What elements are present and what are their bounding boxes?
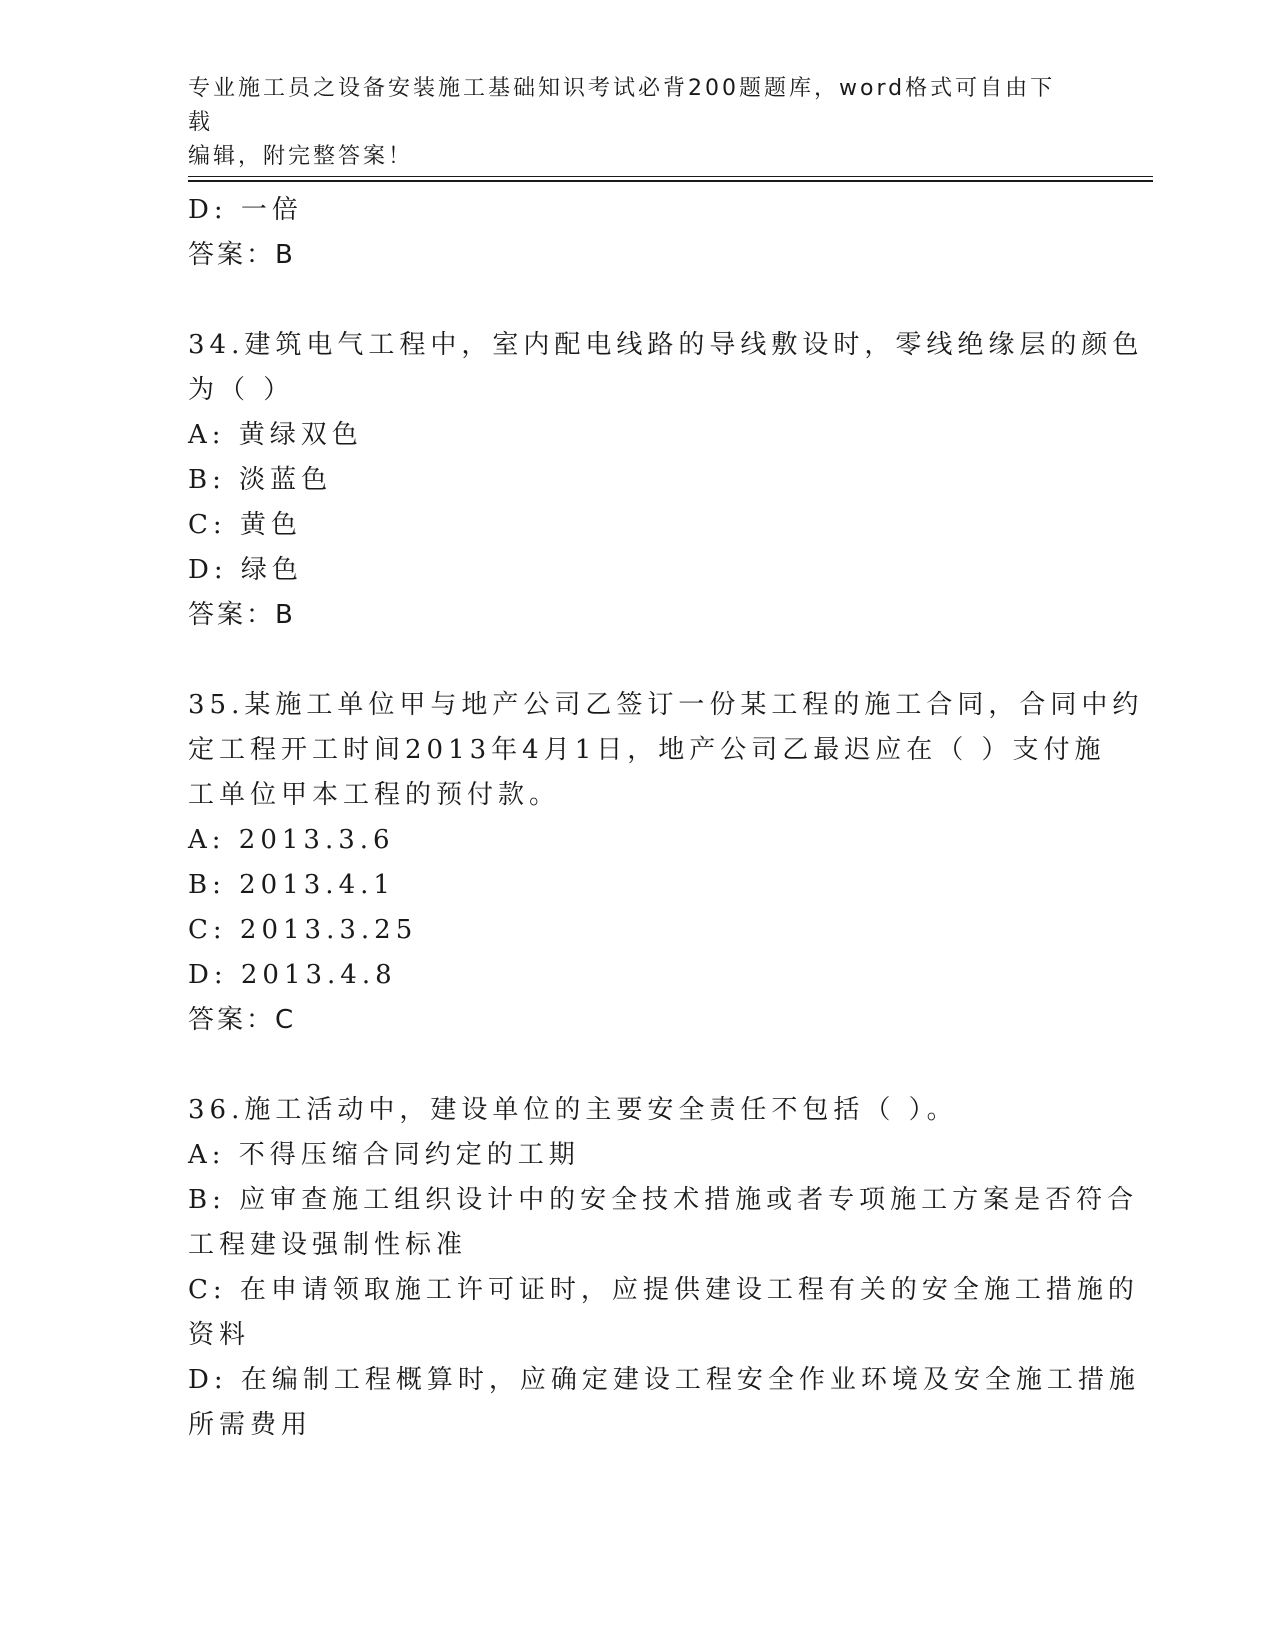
spacer [188, 1043, 1088, 1088]
q35-answer: 答案：C [188, 1005, 297, 1035]
q35-option-c: C: 2013.3.25 [188, 915, 418, 945]
q35-option-d: D: 2013.4.8 [188, 960, 397, 990]
q34-option-d: D: 绿色 [188, 555, 303, 585]
q34-text-line-2: 为（ ） [188, 375, 295, 405]
q35-text-line-2: 定工程开工时间2013年4月1日，地产公司乙最迟应在（ ）支付施 [188, 735, 1106, 765]
q35-option-b: B: 2013.4.1 [188, 870, 395, 900]
spacer [188, 638, 1088, 683]
header-divider-thin [188, 176, 1153, 177]
q36-option-c-line-2: 资料 [188, 1320, 251, 1350]
prev-option-d: D: 一倍 [188, 195, 303, 225]
header-line-1: 专业施工员之设备安装施工基础知识考试必背200题题库，word格式可自由下载 [188, 76, 1056, 135]
q36-option-d-line-2: 所需费用 [188, 1410, 313, 1440]
q36-text-line-1: 36.施工活动中，建设单位的主要安全责任不包括（ ）。 [188, 1095, 958, 1125]
q36-option-b-line-1: B: 应审查施工组织设计中的安全技术措施或者专项施工方案是否符合 [188, 1185, 1139, 1215]
q35-text-line-1: 35.某施工单位甲与地产公司乙签订一份某工程的施工合同，合同中约 [188, 690, 1144, 720]
q35-text-line-3: 工单位甲本工程的预付款。 [188, 780, 561, 810]
q36-option-d-line-1: D: 在编制工程概算时，应确定建设工程安全作业环境及安全施工措施 [188, 1365, 1140, 1395]
q34-option-c: C: 黄色 [188, 510, 302, 540]
q36-option-b-line-2: 工程建设强制性标准 [188, 1230, 468, 1260]
document-header [188, 72, 1068, 174]
q34-option-b: B: 淡蓝色 [188, 465, 333, 495]
q34-text-line-1: 34.建筑电气工程中，室内配电线路的导线敷设时，零线绝缘层的颜色 [188, 330, 1144, 360]
header-divider-thick [188, 180, 1153, 182]
spacer [188, 278, 1088, 323]
q36-option-c-line-1: C: 在申请领取施工许可证时，应提供建设工程有关的安全施工措施的 [188, 1275, 1139, 1305]
header-line-2: 编辑，附完整答案！ [188, 144, 414, 169]
prev-answer: 答案：B [188, 240, 296, 270]
q35-option-a: A: 2013.3.6 [188, 825, 395, 855]
q34-answer: 答案：B [188, 600, 296, 630]
q36-option-a: A: 不得压缩合同约定的工期 [188, 1140, 580, 1170]
question-list [188, 188, 1144, 1448]
q34-option-a: A: 黄绿双色 [188, 420, 363, 450]
